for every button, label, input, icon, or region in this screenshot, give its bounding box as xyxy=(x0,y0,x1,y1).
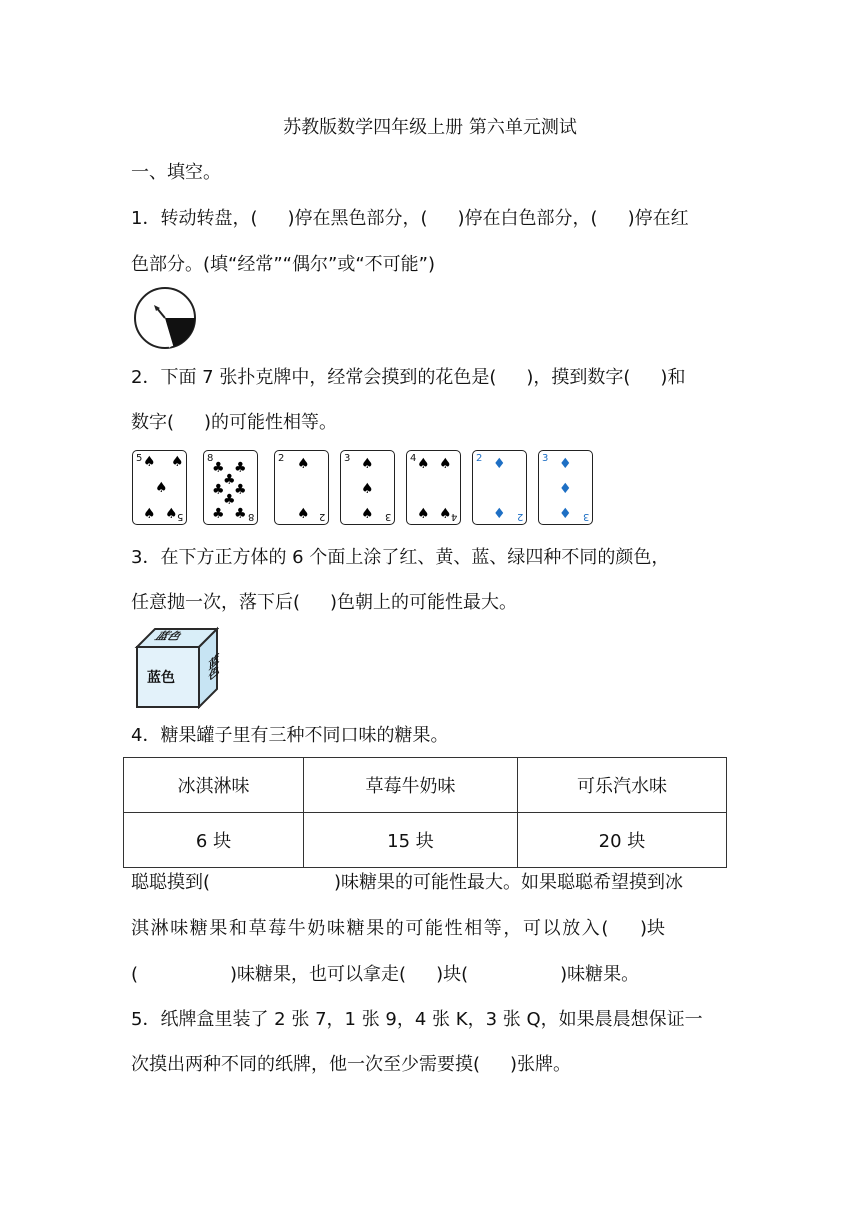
playing-card xyxy=(538,450,593,525)
card-rank: 5 xyxy=(136,453,143,464)
question-4-line-4 xyxy=(131,962,731,988)
club-icon: ♣ xyxy=(212,460,225,476)
q4-text-c: 淇淋味糖果和草莓牛奶味糖果的可能性相等，可以放入( xyxy=(131,918,611,939)
q5-text-a: 次摸出两种不同的纸牌，他一次至少需要摸( xyxy=(131,1054,481,1075)
q4-text-h: )味糖果。 xyxy=(560,964,640,985)
club-icon: ♣ xyxy=(234,506,247,522)
cube-diagram xyxy=(133,625,219,709)
table-cell: 6 块 xyxy=(124,813,304,868)
diamond-icon: ♦ xyxy=(559,456,572,472)
card-rank: 2 xyxy=(476,453,483,464)
club-icon: ♣ xyxy=(212,482,225,498)
card-rank: 4 xyxy=(410,453,417,464)
club-icon: ♣ xyxy=(234,482,247,498)
cube-side-label: 蓝色 xyxy=(207,650,220,684)
question-3-line-1: 3．在下方正方体的 6 个面上涂了红、黄、蓝、绿四种不同的颜色， xyxy=(131,547,670,568)
card-rank: 2 xyxy=(516,511,523,522)
q2-text-d: 数字( xyxy=(131,412,175,433)
spade-icon: ♠ xyxy=(361,456,374,472)
card-rank: 5 xyxy=(176,511,183,522)
table-row xyxy=(124,813,727,868)
diamond-icon: ♦ xyxy=(493,456,506,472)
club-icon: ♣ xyxy=(212,506,225,522)
q1-text-d: )停在红 xyxy=(627,208,689,229)
cube-front-label: 蓝色 xyxy=(147,670,175,686)
question-2-line-1 xyxy=(131,365,731,391)
q2-text-a: 2．下面 7 张扑克牌中，经常会摸到的花色是( xyxy=(131,367,497,388)
question-5-line-2 xyxy=(131,1052,731,1078)
spade-icon: ♠ xyxy=(143,506,156,522)
playing-card xyxy=(340,450,395,525)
question-2-line-2 xyxy=(131,410,731,436)
q2-text-e: )的可能性相等。 xyxy=(204,412,338,433)
q2-text-c: )和 xyxy=(660,367,686,388)
q4-text-e: ( xyxy=(131,964,139,985)
club-icon: ♣ xyxy=(223,472,236,488)
diamond-icon: ♦ xyxy=(559,481,572,497)
card-rank: 3 xyxy=(344,453,351,464)
card-rank: 8 xyxy=(207,453,214,464)
card-rank: 2 xyxy=(278,453,285,464)
card-rank: 3 xyxy=(384,511,391,522)
q1-text-b: )停在黑色部分，( xyxy=(287,208,428,229)
card-rank: 2 xyxy=(318,511,325,522)
spade-icon: ♠ xyxy=(361,506,374,522)
question-4-line-3 xyxy=(131,916,731,942)
q4-text-b: )味糖果的可能性最大。如果聪聪希望摸到冰 xyxy=(334,872,684,893)
spade-icon: ♠ xyxy=(439,456,452,472)
q5-text-b: )张牌。 xyxy=(510,1054,572,1075)
table-cell: 20 块 xyxy=(518,813,727,868)
spade-icon: ♠ xyxy=(297,506,310,522)
club-icon: ♣ xyxy=(234,460,247,476)
q4-text-f: )味糖果，也可以拿走( xyxy=(230,964,407,985)
spade-icon: ♠ xyxy=(165,506,178,522)
table-header-cell: 草莓牛奶味 xyxy=(304,758,518,813)
playing-card xyxy=(203,450,258,525)
question-5-line-1: 5．纸牌盒里装了 2 张 7，1 张 9，4 张 K，3 张 Q，如果晨晨想保证一 xyxy=(131,1009,703,1030)
table-cell: 15 块 xyxy=(304,813,518,868)
question-1-line-2: 色部分。(填“经常”“偶尔”或“不可能”) xyxy=(131,254,435,275)
q4-text-a: 聪聪摸到( xyxy=(131,872,211,893)
q2-text-b: )，摸到数字( xyxy=(526,367,631,388)
playing-cards xyxy=(132,450,602,527)
diamond-icon: ♦ xyxy=(559,506,572,522)
question-4-line-1: 4．糖果罐子里有三种不同口味的糖果。 xyxy=(131,725,449,746)
card-rank: 3 xyxy=(582,511,589,522)
card-rank: 3 xyxy=(542,453,549,464)
spade-icon: ♠ xyxy=(417,506,430,522)
spade-icon: ♠ xyxy=(417,456,430,472)
spade-icon: ♠ xyxy=(143,454,156,470)
playing-card xyxy=(132,450,187,525)
q3-text-b: )色朝上的可能性最大。 xyxy=(330,592,518,613)
section-heading: 一、填空。 xyxy=(131,162,221,183)
table-header-cell: 可乐汽水味 xyxy=(518,758,727,813)
spade-icon: ♠ xyxy=(439,506,452,522)
card-rank: 8 xyxy=(247,511,254,522)
diamond-icon: ♦ xyxy=(493,506,506,522)
playing-card xyxy=(406,450,461,525)
table-row xyxy=(124,758,727,813)
spade-icon: ♠ xyxy=(297,456,310,472)
q4-text-g: )块( xyxy=(436,964,469,985)
table-header-cell: 冰淇淋味 xyxy=(124,758,304,813)
q3-text-a: 任意抛一次，落下后( xyxy=(131,592,301,613)
playing-card xyxy=(274,450,329,525)
q4-text-d: )块 xyxy=(640,918,666,939)
spade-icon: ♠ xyxy=(155,480,168,496)
q1-text-a: 1．转动转盘，( xyxy=(131,208,258,229)
playing-card xyxy=(472,450,527,525)
question-4-line-2 xyxy=(131,870,731,896)
spade-icon: ♠ xyxy=(171,454,184,470)
club-icon: ♣ xyxy=(223,492,236,508)
q1-text-c: )停在白色部分，( xyxy=(457,208,598,229)
question-1-line-1 xyxy=(131,206,731,232)
page-title: 苏教版数学四年级上册 第六单元测试 xyxy=(283,117,577,138)
spinner-icon xyxy=(133,286,197,350)
question-3-line-2 xyxy=(131,590,731,616)
card-rank: 4 xyxy=(450,511,457,522)
cube-top-label: 蓝色 xyxy=(152,630,187,642)
spade-icon: ♠ xyxy=(361,481,374,497)
candy-table xyxy=(123,757,727,868)
